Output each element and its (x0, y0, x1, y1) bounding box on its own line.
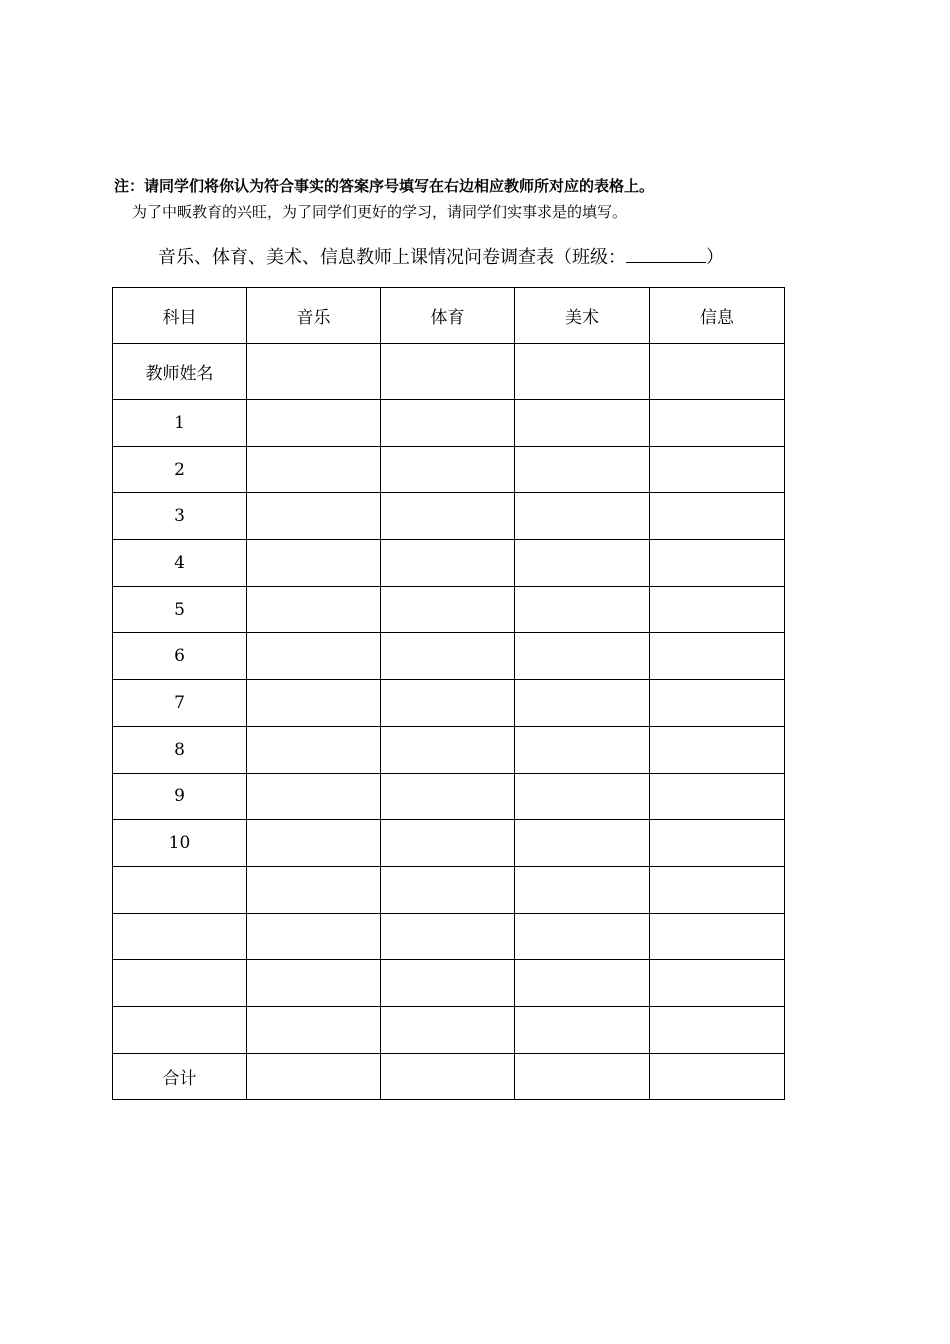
teacher-name-cell[interactable] (515, 344, 650, 400)
answer-cell[interactable] (247, 960, 381, 1007)
header-art: 美术 (515, 288, 650, 344)
answer-cell[interactable] (515, 586, 650, 633)
total-cell[interactable] (515, 1053, 650, 1099)
answer-cell[interactable] (650, 680, 785, 727)
answer-cell[interactable] (515, 1006, 650, 1053)
answer-cell[interactable] (650, 493, 785, 540)
answer-cell[interactable] (247, 1006, 381, 1053)
answer-cell[interactable] (515, 493, 650, 540)
answer-cell[interactable] (247, 540, 381, 587)
total-row (113, 1053, 785, 1099)
row-number: 7 (113, 680, 247, 727)
survey-table (112, 287, 785, 1100)
row-number: 3 (113, 493, 247, 540)
answer-cell[interactable] (381, 493, 515, 540)
answer-cell[interactable] (650, 633, 785, 680)
answer-cell[interactable] (515, 913, 650, 960)
instruction-note: 注：请同学们将你认为符合事实的答案序号填写在右边相应教师所对应的表格上。 (114, 177, 655, 195)
answer-cell[interactable] (650, 773, 785, 820)
answer-cell[interactable] (381, 400, 515, 447)
answer-cell[interactable] (247, 913, 381, 960)
teacher-name-cell[interactable] (247, 344, 381, 400)
answer-cell[interactable] (247, 633, 381, 680)
row-number: 9 (113, 773, 247, 820)
total-cell[interactable] (247, 1053, 381, 1099)
answer-cell[interactable] (247, 400, 381, 447)
answer-cell[interactable] (650, 726, 785, 773)
survey-title (158, 244, 724, 270)
teacher-name-row (113, 344, 785, 400)
answer-cell[interactable] (247, 726, 381, 773)
answer-cell[interactable] (247, 820, 381, 867)
answer-cell[interactable] (515, 680, 650, 727)
row-number (113, 866, 247, 913)
row-number (113, 960, 247, 1007)
answer-cell[interactable] (515, 960, 650, 1007)
answer-cell[interactable] (650, 400, 785, 447)
table-row (113, 540, 785, 587)
table-row (113, 820, 785, 867)
intro-text: 为了中畈教育的兴旺，为了同学们更好的学习，请同学们实事求是的填写。 (132, 203, 628, 221)
table-row (113, 1006, 785, 1053)
answer-cell[interactable] (247, 586, 381, 633)
table-row (113, 680, 785, 727)
answer-cell[interactable] (381, 820, 515, 867)
table-row (113, 633, 785, 680)
answer-cell[interactable] (247, 446, 381, 493)
answer-cell[interactable] (247, 680, 381, 727)
answer-cell[interactable] (381, 586, 515, 633)
row-number: 5 (113, 586, 247, 633)
answer-cell[interactable] (515, 866, 650, 913)
row-number: 10 (113, 820, 247, 867)
table-row (113, 493, 785, 540)
table-row (113, 446, 785, 493)
table-row (113, 960, 785, 1007)
table-row (113, 726, 785, 773)
answer-cell[interactable] (515, 446, 650, 493)
header-music: 音乐 (247, 288, 381, 344)
answer-cell[interactable] (247, 773, 381, 820)
header-it: 信息 (650, 288, 785, 344)
answer-cell[interactable] (515, 400, 650, 447)
class-blank-field[interactable] (626, 244, 706, 263)
header-pe: 体育 (381, 288, 515, 344)
answer-cell[interactable] (515, 633, 650, 680)
total-cell[interactable] (381, 1053, 515, 1099)
answer-cell[interactable] (515, 773, 650, 820)
row-number: 1 (113, 400, 247, 447)
answer-cell[interactable] (381, 680, 515, 727)
header-subject: 科目 (113, 288, 247, 344)
answer-cell[interactable] (650, 913, 785, 960)
table-row (113, 586, 785, 633)
answer-cell[interactable] (650, 866, 785, 913)
answer-cell[interactable] (381, 960, 515, 1007)
answer-cell[interactable] (381, 446, 515, 493)
table-row (113, 913, 785, 960)
table-row (113, 400, 785, 447)
teacher-name-cell[interactable] (381, 344, 515, 400)
row-number: 6 (113, 633, 247, 680)
answer-cell[interactable] (650, 446, 785, 493)
answer-cell[interactable] (381, 540, 515, 587)
answer-cell[interactable] (650, 586, 785, 633)
answer-cell[interactable] (650, 960, 785, 1007)
survey-title-text: 音乐、体育、美术、信息教师上课情况问卷调查表（班级： (158, 247, 626, 268)
answer-cell[interactable] (381, 866, 515, 913)
teacher-name-cell[interactable] (650, 344, 785, 400)
total-cell[interactable] (650, 1053, 785, 1099)
row-number: 4 (113, 540, 247, 587)
header-row (113, 288, 785, 344)
answer-cell[interactable] (247, 493, 381, 540)
row-number: 2 (113, 446, 247, 493)
row-number (113, 913, 247, 960)
answer-cell[interactable] (650, 820, 785, 867)
answer-cell[interactable] (381, 913, 515, 960)
answer-cell[interactable] (381, 726, 515, 773)
teacher-name-label: 教师姓名 (113, 344, 247, 400)
row-number: 8 (113, 726, 247, 773)
table-row (113, 773, 785, 820)
answer-cell[interactable] (247, 866, 381, 913)
row-number (113, 1006, 247, 1053)
answer-cell[interactable] (515, 726, 650, 773)
answer-cell[interactable] (515, 540, 650, 587)
answer-cell[interactable] (381, 1006, 515, 1053)
table-row (113, 866, 785, 913)
total-label: 合计 (113, 1053, 247, 1099)
answer-cell[interactable] (381, 633, 515, 680)
answer-cell[interactable] (650, 540, 785, 587)
survey-title-close: ） (706, 247, 724, 268)
answer-cell[interactable] (650, 1006, 785, 1053)
answer-cell[interactable] (515, 820, 650, 867)
answer-cell[interactable] (381, 773, 515, 820)
